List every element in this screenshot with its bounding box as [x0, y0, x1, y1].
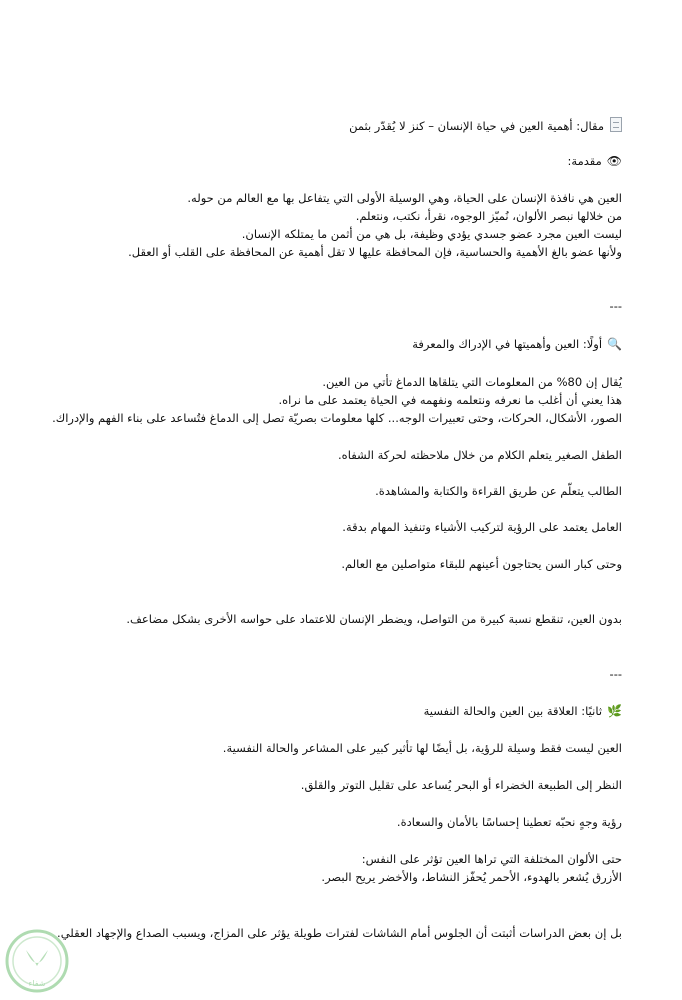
- section2-line-1: العين ليست فقط وسيلة للرؤية، بل أيضًا لها تأثير كبير على المشاعر والحالة النفسية.: [222, 741, 622, 755]
- article-title-text: مقال: أهمية العين في حياة الإنسان – كنز لا يُقدّر بثمن: [349, 119, 604, 133]
- document-icon: [610, 117, 622, 132]
- intro-heading-text: مقدمة:: [567, 154, 602, 168]
- section1-heading: [40, 335, 622, 353]
- section1-line-1: يُقال إن 80% من المعلومات التي يتلقاها الدماغ تأتي من العين.: [322, 375, 622, 389]
- section2-line-4: حتى الألوان المختلفة التي تراها العين تؤثر على النفس:: [361, 852, 622, 866]
- article-title: [40, 117, 622, 135]
- shifaa-logo: [4, 928, 70, 994]
- section1-line-2: هذا يعني أن أغلب ما نعرفه ونتعلمه ونفهمه في الحياة يعتمد على ما نراه.: [278, 393, 622, 407]
- magnifier-icon: 🔍: [607, 337, 622, 351]
- section1-line-7: وحتى كبار السن يحتاجون أعينهم للبقاء متواصلين مع العالم.: [341, 557, 622, 571]
- separator-1: ---: [609, 299, 622, 313]
- intro-line-4: ولأنها عضو بالغ الأهمية والحساسية، فإن المحافظة عليها لا تقل أهمية عن المحافظة على القلب أو العقل.: [128, 245, 622, 259]
- section1-line-5: الطالب يتعلّم عن طريق القراءة والكتابة والمشاهدة.: [375, 484, 622, 498]
- intro-line-1: العين هي نافذة الإنسان على الحياة، وهي الوسيلة الأولى التي يتفاعل بها مع العالم من حوله.: [187, 191, 622, 205]
- section2-line-3: رؤية وجهٍ نحبّه تعطينا إحساسًا بالأمان والسعادة.: [396, 815, 622, 829]
- section1-line-3: الصور، الأشكال، الحركات، وحتى تعبيرات الوجه... كلها معلومات بصريّة تصل إلى الدماغ فتُساعد على بناء الفهم والإدراك.: [52, 411, 622, 425]
- intro-line-2: من خلالها نبصر الألوان، نُميّز الوجوه، نقرأ، نكتب، ونتعلم.: [355, 209, 622, 223]
- section2-line-2: النظر إلى الطبيعة الخضراء أو البحر يُساعد على تقليل التوتر والقلق.: [300, 778, 622, 792]
- section1-heading-text: أولًا: العين وأهميتها في الإدراك والمعرفة: [412, 337, 603, 351]
- section2-line-5: الأزرق يُشعر بالهدوء، الأحمر يُحفّز النشاط، والأخضر يريح البصر.: [321, 870, 622, 884]
- intro-heading: [40, 152, 622, 170]
- section1-line-4: الطفل الصغير يتعلم الكلام من خلال ملاحظته لحركة الشفاه.: [338, 448, 622, 462]
- leaf-icon: 🌿: [607, 704, 622, 718]
- section2-line-6: بل إن بعض الدراسات أثبتت أن الجلوس أمام الشاشات لفترات طويلة يؤثر على المزاج، ويسبب الصداع والإجهاد العقلي.: [57, 926, 622, 940]
- section1-line-8: بدون العين، تنقطع نسبة كبيرة من التواصل، ويضطر الإنسان للاعتماد على حواسه الأخرى بشكل مضاعف.: [126, 612, 622, 626]
- section2-heading-text: ثانيًا: العلاقة بين العين والحالة النفسية: [423, 704, 603, 718]
- separator-2: ---: [609, 667, 622, 681]
- logo-text: شفاء: [28, 979, 46, 988]
- eye-icon: 👁: [606, 154, 622, 168]
- intro-line-3: ليست العين مجرد عضو جسدي يؤدي وظيفة، بل هي من أثمن ما يمتلكه الإنسان.: [241, 227, 622, 241]
- section2-heading: [40, 702, 622, 720]
- section1-line-6: العامل يعتمد على الرؤية لتركيب الأشياء وتنفيذ المهام بدقة.: [342, 520, 622, 534]
